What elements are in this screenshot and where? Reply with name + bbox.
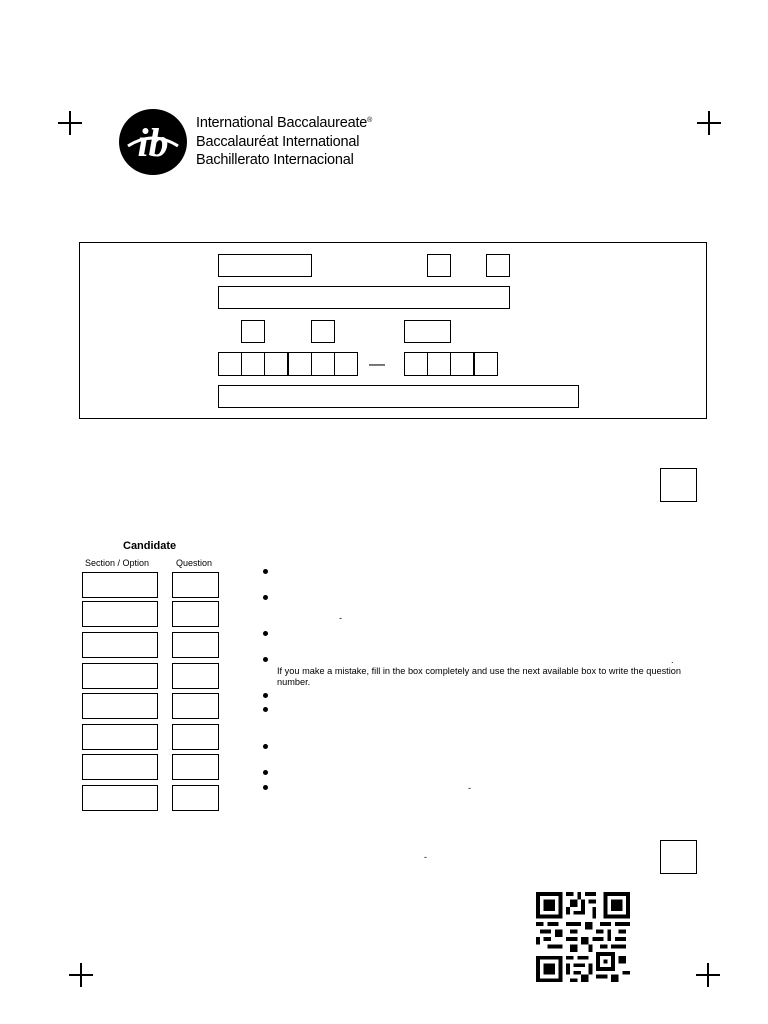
candidate-digit-3[interactable] xyxy=(450,352,474,376)
question-input[interactable] xyxy=(172,754,219,780)
crop-mark-icon xyxy=(69,963,93,987)
question-input[interactable] xyxy=(172,632,219,658)
bullet-icon xyxy=(263,744,268,749)
question-input[interactable] xyxy=(172,693,219,719)
session-digit-3[interactable] xyxy=(264,352,288,376)
total-box-1[interactable] xyxy=(660,468,697,502)
question-input[interactable] xyxy=(172,724,219,750)
bullet-icon xyxy=(263,770,268,775)
number-separator: — xyxy=(369,356,385,373)
section-option-header: Section / Option xyxy=(85,558,150,568)
bullet-icon xyxy=(263,785,268,790)
code-box-2[interactable] xyxy=(486,254,510,277)
candidate-digit-1[interactable] xyxy=(404,352,428,376)
wordmark-line-2: Baccalauréat International xyxy=(196,133,360,150)
question-input[interactable] xyxy=(172,663,219,689)
section-option-input[interactable] xyxy=(82,785,158,811)
crop-mark-icon xyxy=(58,111,82,135)
instruction-dash: - xyxy=(468,783,471,793)
bullet-icon xyxy=(263,631,268,636)
footer-dash: - xyxy=(424,852,427,862)
session-field[interactable] xyxy=(218,254,312,277)
question-header: Question xyxy=(176,558,213,568)
section-option-input[interactable] xyxy=(82,724,158,750)
small-box-2[interactable] xyxy=(311,320,335,343)
bullet-icon xyxy=(263,569,268,574)
section-option-input[interactable] xyxy=(82,693,158,719)
candidate-digit-2[interactable] xyxy=(427,352,451,376)
instruction-dash: - xyxy=(339,613,342,623)
bullet-icon xyxy=(263,595,268,600)
ib-wordmark xyxy=(196,114,372,170)
question-input[interactable] xyxy=(172,572,219,598)
svg-text:ib: ib xyxy=(137,120,169,165)
session-digit-2[interactable] xyxy=(241,352,265,376)
crop-mark-icon xyxy=(697,111,721,135)
long-field[interactable] xyxy=(218,385,579,408)
small-box-1[interactable] xyxy=(241,320,265,343)
wordmark-line-3: Bachillerato Internacional xyxy=(196,152,354,168)
crop-mark-icon xyxy=(696,963,720,987)
bullet-icon xyxy=(263,693,268,698)
wordmark-line-1: International Baccalaureate® xyxy=(196,115,373,131)
total-box-2[interactable] xyxy=(660,840,697,874)
session-digit-5[interactable] xyxy=(311,352,335,376)
session-digit-6[interactable] xyxy=(334,352,358,376)
section-option-input[interactable] xyxy=(82,601,158,627)
code-box-1[interactable] xyxy=(427,254,451,277)
question-input[interactable] xyxy=(172,601,219,627)
medium-box[interactable] xyxy=(404,320,451,343)
ib-monogram-icon xyxy=(118,108,188,176)
session-digit-4[interactable] xyxy=(288,352,312,376)
bullet-icon xyxy=(263,657,268,662)
mistake-instruction: . If you make a mistake, fill in the box completely and use the next available box to write the question number. xyxy=(277,655,681,688)
section-option-input[interactable] xyxy=(82,572,158,598)
ib-logo xyxy=(118,108,188,176)
candidate-digit-4[interactable] xyxy=(474,352,498,376)
candidate-table-title: Candidate xyxy=(123,540,177,552)
section-option-input[interactable] xyxy=(82,663,158,689)
qr-code-icon xyxy=(536,892,630,982)
session-digit-1[interactable] xyxy=(218,352,242,376)
section-option-input[interactable] xyxy=(82,754,158,780)
candidate-name-field[interactable] xyxy=(218,286,510,309)
section-option-input[interactable] xyxy=(82,632,158,658)
question-input[interactable] xyxy=(172,785,219,811)
bullet-icon xyxy=(263,707,268,712)
